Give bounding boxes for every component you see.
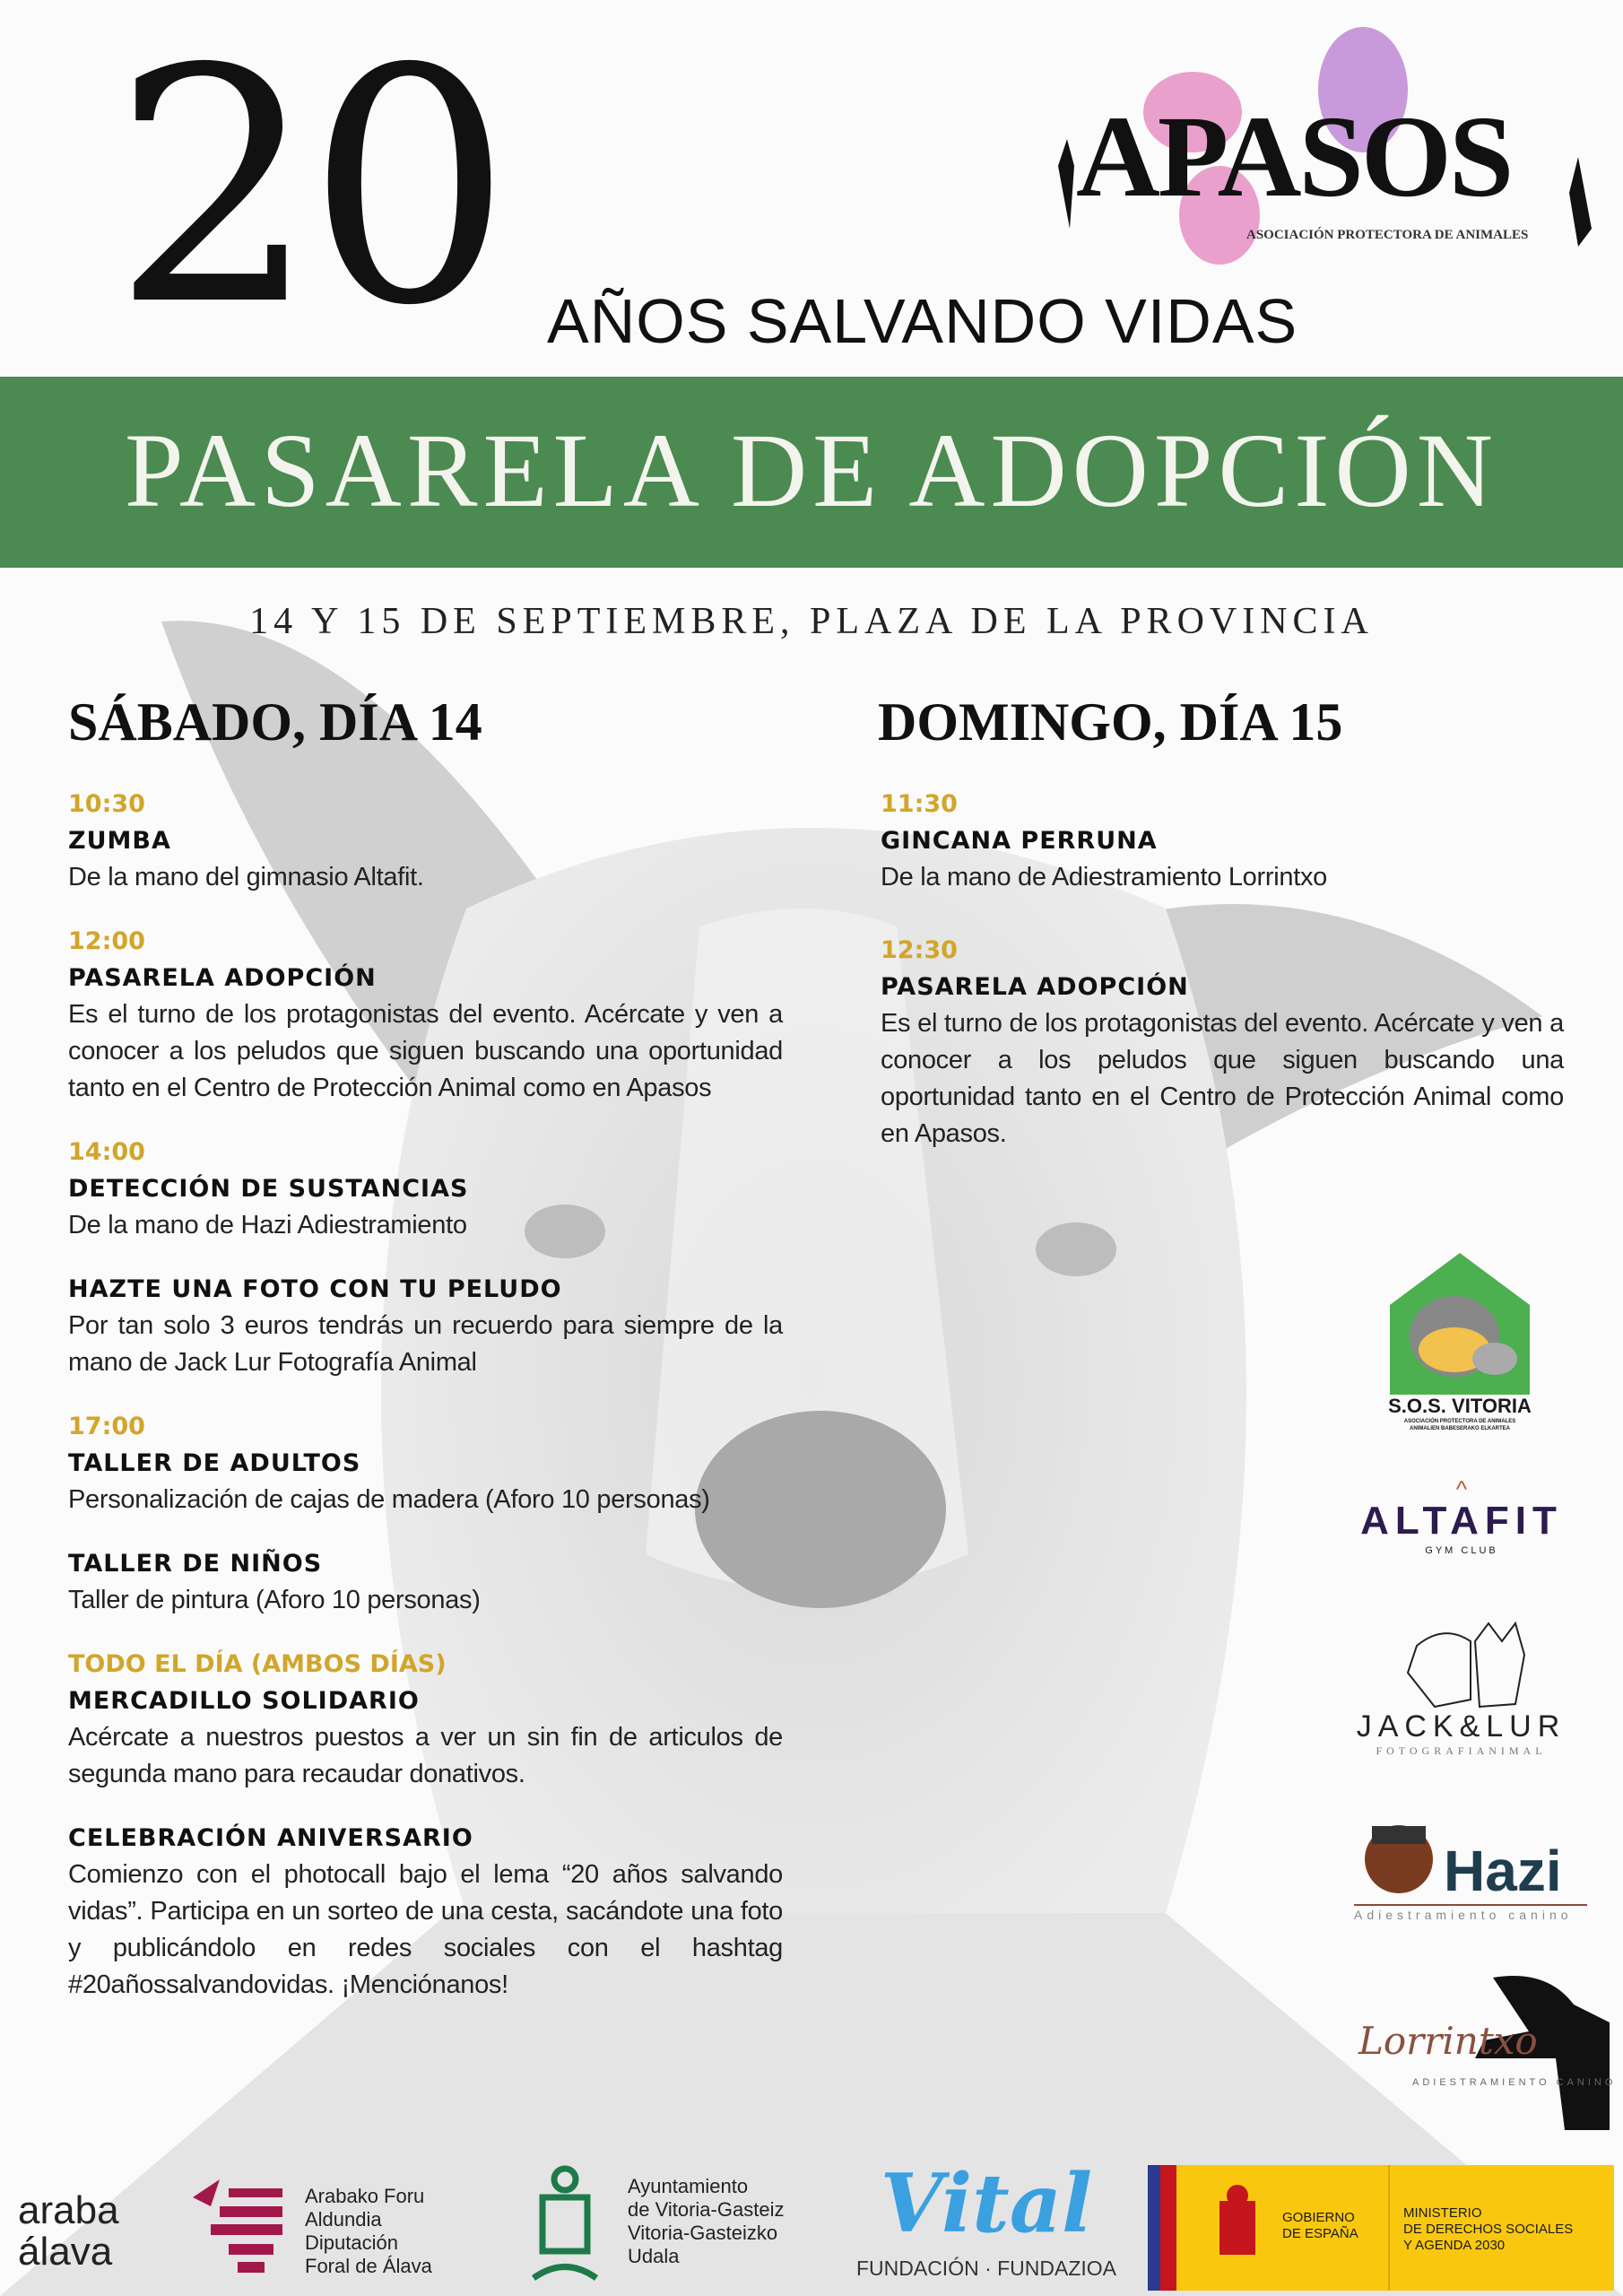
- divider: [1388, 2165, 1390, 2291]
- jacklur-sub: FOTOGRAFIANIMAL: [1376, 1744, 1547, 1757]
- event-pasarela-sun: [881, 932, 1564, 1152]
- title-banner: [0, 377, 1623, 568]
- event-title: TALLER DE NIÑOS: [68, 1550, 323, 1578]
- flag-stripe: [1148, 2165, 1160, 2291]
- sunday-heading: DOMINGO, DÍA 15: [878, 692, 1343, 752]
- lorrintxo-logo: [1358, 1969, 1623, 2135]
- vital-name: Vital: [880, 2156, 1093, 2251]
- event-time: TODO EL DÍA (AMBOS DÍAS): [68, 1650, 447, 1678]
- banner-title: PASARELA DE ADOPCIÓN: [125, 412, 1498, 529]
- sos-vitoria-sub2: ANIMALIEN BABESERAKO ELKARTEA: [1409, 1426, 1510, 1431]
- event-desc: De la mano de Hazi Adiestramiento: [68, 1211, 467, 1239]
- apasos-logo: [1040, 22, 1596, 274]
- diputacion-text: [305, 2185, 432, 2278]
- anniversary-subtitle: AÑOS SALVANDO VIDAS: [547, 286, 1298, 356]
- event-time: 17:00: [68, 1413, 145, 1440]
- ministerio-text: [1403, 2205, 1573, 2254]
- hazi-name: Hazi: [1444, 1839, 1562, 1903]
- event-title: TALLER DE ADULTOS: [68, 1449, 361, 1477]
- event-title: ZUMBA: [68, 827, 171, 855]
- footer-line: Aldundia: [305, 2208, 382, 2231]
- event-pasarela-sat: [68, 923, 783, 1107]
- footer-line: GOBIERNO: [1282, 2210, 1355, 2225]
- jacklur-logo: [1356, 1619, 1567, 1758]
- araba-text: araba: [18, 2188, 119, 2232]
- event-desc: De la mano del gimnasio Altafit.: [68, 863, 424, 891]
- anniversary-number: 20: [112, 0, 502, 376]
- vitoria-castle-emblem-icon: [529, 2161, 601, 2287]
- event-title: PASARELA ADOPCIÓN: [68, 964, 377, 992]
- ayuntamiento-text: [628, 2175, 784, 2268]
- footer-line: Ayuntamiento: [628, 2175, 749, 2197]
- event-deteccion: [68, 1134, 783, 1244]
- gobierno-logo: [1148, 2165, 1614, 2291]
- footer-line: Y AGENDA 2030: [1403, 2238, 1506, 2253]
- jacklur-name: JACK&LUR: [1356, 1709, 1567, 1744]
- dog-mascot-icon: [1354, 1819, 1444, 1904]
- sunday-schedule: [881, 786, 1564, 1152]
- event-title: DETECCIÓN DE SUSTANCIAS: [68, 1175, 469, 1203]
- event-taller-adultos: [68, 1408, 783, 1518]
- event-desc: Taller de pintura (Aforo 10 personas): [68, 1586, 481, 1614]
- event-desc: Acércate a nuestros puestos a ver un sin fin de articulos de segunda mano para recaudar donativos.: [68, 1723, 783, 1788]
- footer-line: Diputación: [305, 2231, 398, 2254]
- footer-line: Vitoria-Gasteizko: [628, 2222, 778, 2244]
- footer-line: Foral de Álava: [305, 2255, 432, 2277]
- event-desc: Por tan solo 3 euros tendrás un recuerdo para siempre de la mano de Jack Lur Fotografía Animal: [68, 1311, 783, 1377]
- event-time: 11:30: [881, 790, 958, 818]
- event-title: PASARELA ADOPCIÓN: [881, 973, 1189, 1001]
- event-desc: Personalización de cajas de madera (Aforo 10 personas): [68, 1485, 710, 1514]
- apasos-logo-subtitle: ASOCIACIÓN PROTECTORA DE ANIMALES: [1246, 228, 1529, 242]
- vital-sub: FUNDACIÓN · FUNDAZIOA: [855, 2257, 1117, 2280]
- saturday-heading: SÁBADO, DÍA 14: [68, 692, 482, 752]
- gobierno-text: [1282, 2210, 1358, 2242]
- event-foto: [68, 1271, 783, 1381]
- event-celebracion: [68, 1820, 783, 2004]
- house-pets-icon: [1383, 1251, 1537, 1395]
- date-location: 14 Y 15 DE SEPTIEMBRE, PLAZA DE LA PROVINCIA: [249, 601, 1374, 642]
- sos-vitoria-name: S.O.S. VITORIA: [1388, 1395, 1532, 1417]
- dogs-line-icon: [1390, 1619, 1533, 1709]
- sos-vitoria-sub1: ASOCIACIÓN PROTECTORA DE ANIMALES: [1403, 1419, 1516, 1424]
- apasos-logo-name: APASOS: [1076, 92, 1512, 222]
- event-mercadillo: [68, 1646, 783, 1793]
- diputacion-emblem-icon: [193, 2179, 291, 2278]
- altafit-name: ALTAFIT: [1360, 1499, 1563, 1543]
- lorrintxo-name: Lorrintxo: [1358, 2019, 1538, 2063]
- event-title: MERCADILLO SOLIDARIO: [68, 1687, 420, 1715]
- event-desc: Es el turno de los protagonistas del evento. Acércate y ven a conocer a los peludos que siguen buscando una oportunidad tanto en el Centro de Protección Animal como en Apasos: [68, 1000, 783, 1102]
- altafit-logo: [1358, 1475, 1565, 1557]
- footer-line: DE DERECHOS SOCIALES: [1403, 2222, 1574, 2237]
- altafit-sub: GYM CLUB: [1425, 1545, 1498, 1556]
- hazi-sub: Adiestramiento canino: [1354, 1904, 1587, 1924]
- event-taller-ninos: [68, 1545, 783, 1619]
- araba-logo-text: [18, 2190, 119, 2273]
- event-zumba: [68, 786, 783, 896]
- event-title: CELEBRACIÓN ANIVERSARIO: [68, 1824, 473, 1852]
- footer-line: Arabako Foru: [305, 2185, 425, 2207]
- event-title: GINCANA PERRUNA: [881, 827, 1158, 855]
- footer-line: DE ESPAÑA: [1282, 2226, 1358, 2241]
- event-desc: De la mano de Adiestramiento Lorrintxo: [881, 863, 1327, 891]
- vital-logo: [852, 2152, 1121, 2281]
- event-title: HAZTE UNA FOTO CON TU PELUDO: [68, 1275, 562, 1303]
- event-time: 14:00: [68, 1138, 145, 1166]
- alava-text: álava: [18, 2230, 113, 2274]
- lorrintxo-sub: ADIESTRAMIENTO CANINO: [1412, 2077, 1617, 2088]
- event-time: 10:30: [68, 790, 145, 818]
- caret-icon: ^: [1455, 1475, 1468, 1502]
- event-desc: Es el turno de los protagonistas del evento. Acércate y ven a conocer a los peludos que siguen buscando una oportunidad tanto en el Centro de Protección Animal como en Apasos.: [881, 1009, 1564, 1148]
- event-time: 12:00: [68, 927, 145, 955]
- footer-line: Udala: [628, 2245, 680, 2267]
- saturday-schedule: [68, 786, 783, 2004]
- footer-line: de Vitoria-Gasteiz: [628, 2198, 785, 2221]
- coat-of-arms-icon: [1206, 2183, 1269, 2273]
- event-desc: Comienzo con el photocall bajo el lema “20 años salvando vidas”. Participa en un sorteo de una cesta, sacándote una foto y publicándolo en redes sociales con el hashtag #20añossalvandovidas. ¡Menciónanos!: [68, 1860, 783, 1999]
- event-gincana: [881, 786, 1564, 896]
- event-time: 12:30: [881, 936, 958, 964]
- footer-line: MINISTERIO: [1403, 2205, 1482, 2221]
- sos-vitoria-logo: [1383, 1251, 1537, 1444]
- flag-stripe: [1160, 2165, 1176, 2291]
- hazi-logo: [1354, 1816, 1587, 1924]
